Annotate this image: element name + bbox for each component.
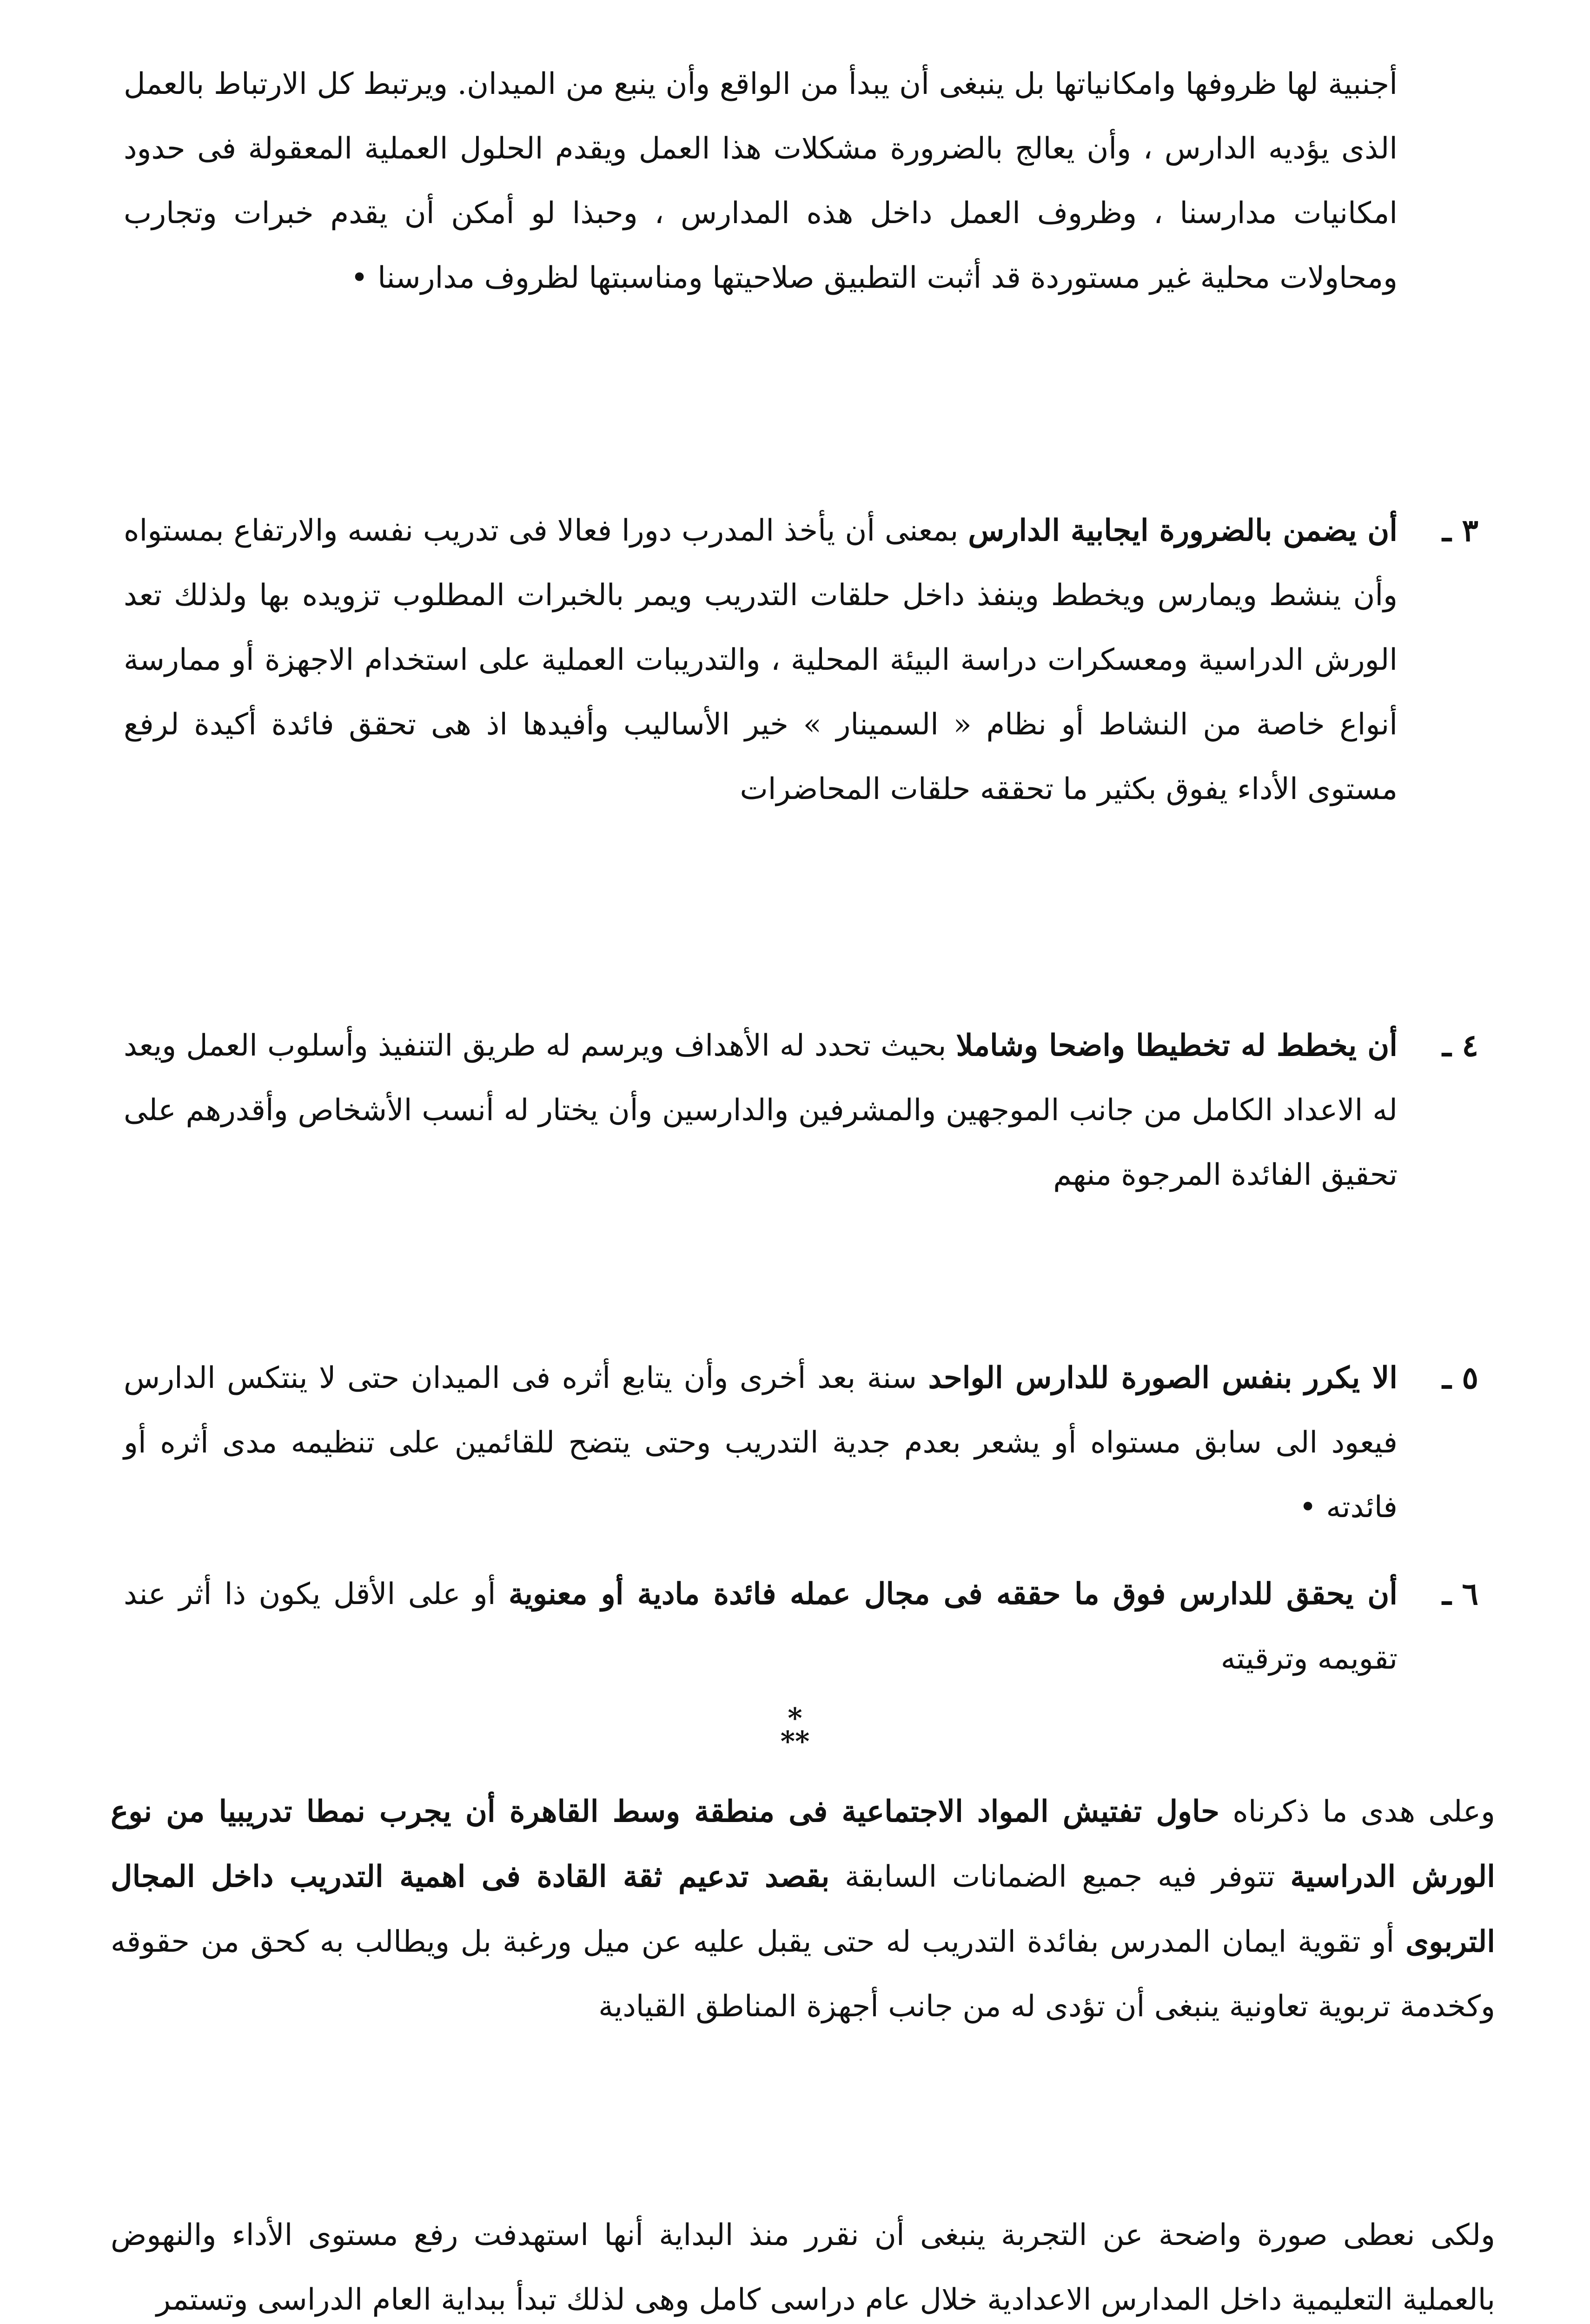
item-number: ٣ ـ bbox=[1442, 512, 1478, 548]
list-item bbox=[124, 1562, 1398, 1691]
item-lead: الا يكرر بنفس الصورة للدارس الواحد bbox=[928, 1360, 1398, 1395]
item-lead: أن يخطط له تخطيطا واضحا وشاملا bbox=[956, 1028, 1398, 1063]
paragraph-text: تتوفر فيه جميع الضمانات السابقة bbox=[829, 1860, 1291, 1894]
item-lead: أن يضمن بالضرورة ايجابية الدارس bbox=[968, 513, 1398, 548]
item-lead: أن يحقق للدارس فوق ما حققه فى مجال عمله فائدة مادية أو معنوية bbox=[508, 1577, 1398, 1611]
item-text: بمعنى أن يأخذ المدرب دورا فعالا فى تدريب نفسه والارتفاع بمستواه وأن ينشط ويمارس ويخطط وينفذ داخل حلقات التدريب ويمر بالخبرات المطلوب تزويده بها ولذلك تعد الورش الدراسية ومعسكرات دراسة البيئة المحلية ، والتدريبات العملية على استخدام الاجهزة أو ممارسة أنواع خاصة من النشاط أو نظام « السمينار » خير الأساليب وأفيدها اذ هى تحقق فائدة أكيدة لرفع مستوى الأداء يفوق بكثير ما تحققه حلقات المحاضرات bbox=[124, 514, 1398, 806]
paragraph-emphasis: حاول تفتيش المواد الاجتماعية فى منطقة وسط القاهرة أن يجرب نمطا تدريبيا من نوع الورش الدراسية bbox=[111, 1794, 1496, 1894]
continuation-paragraph: أجنبية لها ظروفها وامكانياتها بل ينبغى أن يبدأ من الواقع وأن ينبع من الميدان. ويرتبط كل الارتباط بالعمل الذى يؤديه الدارس ، وأن يعالج بالضرورة مشكلات هذا العمل ويقدم الحلول العملية المعقولة فى حدود امكانيات مدارسنا ، وظروف العمل داخل هذه المدارس ، وحبذا لو أمكن أن يقدم خبرات وتجارب ومحاولات محلية غير مستوردة قد أثبت التطبيق صلاحيتها ومناسبتها لظروف مدارسنا • bbox=[124, 67, 1398, 295]
list-item bbox=[124, 1346, 1398, 1540]
item-number: ٤ ـ bbox=[1442, 1027, 1478, 1063]
list-item bbox=[124, 1013, 1398, 1208]
paragraph-emphasis: بقصد تدعيم ثقة القادة فى اهمية التدريب داخل المجال التربوى bbox=[111, 1859, 1495, 1959]
list-item bbox=[124, 498, 1398, 822]
paragraph-text: أو تقوية ايمان المدرس بفائدة التدريب له حتى يقبل عليه عن ميل ورغبة بل ويطالب به كحق من حقوقه وكخدمة تربوية تعاونية ينبغى أن تؤدى له من جانب أجهزة المناطق القيادية bbox=[111, 1925, 1495, 2024]
item-number: ٥ ـ bbox=[1442, 1360, 1478, 1396]
body-paragraph: ولكى نعطى صورة واضحة عن التجربة ينبغى أن نقرر منذ البداية أنها استهدفت رفع مستوى الأداء والنهوض بالعملية التعليمية داخل المدارس الاعدادية خلال عام دراسى كامل وهى لذلك تبدأ ببداية العام الدراسى وتستمر bbox=[111, 2218, 1495, 2317]
item-number: ٦ ـ bbox=[1442, 1576, 1478, 1612]
body-paragraph bbox=[111, 1779, 1495, 2039]
separator-stars: * ** bbox=[780, 1702, 810, 1758]
item-text: سنة بعد أخرى وأن يتابع أثره فى الميدان حتى لا ينتكس الدارس فيعود الى سابق مستواه أو يشعر بعدم جدية التدريب وحتى يتضح للقائمين على تنظيمه مدى أثره أو فائدته • bbox=[124, 1361, 1398, 1525]
section-separator bbox=[767, 1702, 823, 1758]
paragraph-text: وعلى هدى ما ذكرناه bbox=[1219, 1795, 1496, 1829]
item-text: بحيث تحدد له الأهداف ويرسم له طريق التنفيذ وأسلوب العمل ويعد له الاعداد الكامل من جانب الموجهين والمشرفين والدارسين وأن يختار له أنسب الأشخاص وأقدرهم على تحقيق الفائدة المرجوة منهم bbox=[124, 1029, 1398, 1192]
item-text: أو على الأقل يكون ذا أثر عند تقويمه وترقيته bbox=[124, 1577, 1398, 1676]
